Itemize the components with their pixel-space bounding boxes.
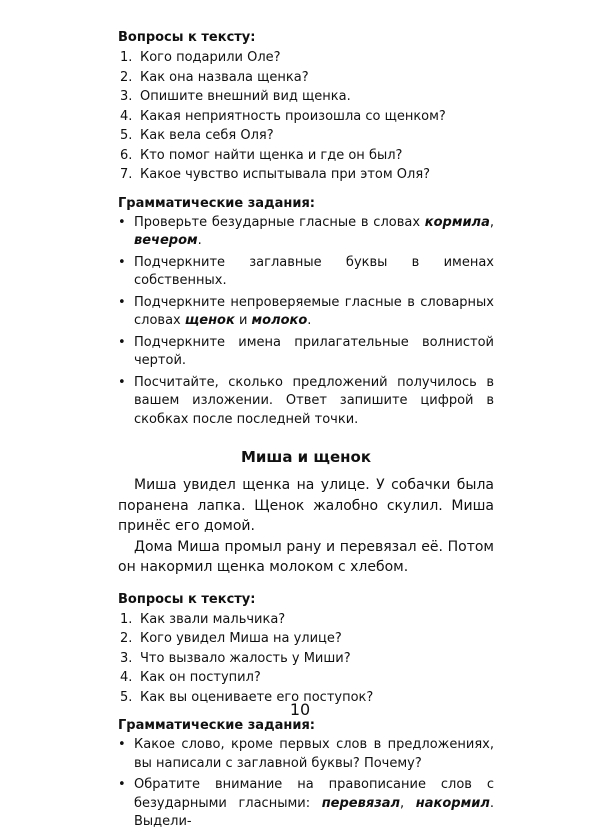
questions-heading-1: Вопросы к тексту:: [118, 30, 256, 45]
story-title: Миша и щенок: [240, 448, 372, 466]
grammar-heading-2: Грамматические задания:: [118, 718, 315, 733]
grammar-text: Подчеркните заглавные буквы в именах собственных.: [134, 254, 494, 288]
grammar-item: [118, 214, 494, 251]
grammar-heading-1: Грамматические задания:: [118, 195, 315, 211]
question-number: 3.: [120, 89, 133, 104]
question-number: 5.: [120, 128, 133, 143]
questions-list-2: [118, 610, 494, 708]
question-number: 4.: [120, 670, 133, 685]
question-text: Как он поступил?: [140, 670, 261, 685]
question-number: 7.: [120, 167, 133, 182]
grammar-text: Подчеркните имена прилагательные волнистой чертой.: [134, 334, 494, 368]
question-item: [118, 146, 494, 166]
grammar-item: [118, 776, 494, 832]
grammar-text: .: [307, 313, 312, 328]
question-item: [118, 68, 494, 88]
question-item: [118, 165, 494, 185]
emphasized-word: вечером: [134, 233, 198, 248]
question-item: [118, 48, 494, 68]
question-text: Кого подарили Оле?: [140, 50, 281, 65]
grammar-text: ,: [400, 795, 416, 811]
question-text: Как вела себя Оля?: [140, 128, 274, 143]
grammar-list-2: [118, 736, 494, 832]
bullet-icon: •: [118, 254, 126, 270]
bullet-icon: •: [118, 214, 126, 230]
grammar-text: ,: [489, 214, 494, 230]
question-item: [118, 87, 494, 107]
bullet-icon: •: [118, 777, 126, 792]
emphasized-word: кормила: [424, 214, 490, 230]
grammar-text: и: [234, 313, 252, 328]
question-number: 3.: [120, 650, 133, 666]
grammar-list-1: [118, 214, 494, 430]
grammar-text: .: [197, 233, 202, 248]
question-number: 4.: [120, 108, 133, 124]
question-item: [118, 629, 494, 649]
question-number: 1.: [120, 50, 133, 65]
grammar-item: [118, 294, 494, 331]
grammar-text: Проверьте безударные гласные в словах: [134, 214, 425, 230]
grammar-text: . Выдели-: [134, 795, 494, 829]
grammar-item: [118, 334, 494, 371]
question-text: Опишите внешний вид щенка.: [140, 89, 351, 104]
question-number: 5.: [120, 689, 133, 705]
grammar-item: [118, 736, 494, 773]
question-text: Кого увидел Миша на улице?: [140, 631, 342, 646]
question-text: Что вызвало жалость у Миши?: [140, 650, 351, 666]
question-text: Кто помог найти щенка и где он был?: [140, 147, 403, 163]
question-item: [118, 610, 494, 630]
question-text: Как она назвала щенка?: [140, 69, 309, 85]
bullet-icon: •: [118, 374, 126, 390]
grammar-item: [118, 374, 494, 430]
story-paragraph: Миша увидел щенка на улице. У собачки была поранена лапка. Щенок жалобно скулил. Миша принёс его домой.: [118, 477, 494, 534]
question-item: [118, 668, 494, 688]
grammar-text: Посчитайте, сколько предложений получилось в вашем изложении. Ответ запишите цифрой в скобках после последней точки.: [134, 374, 494, 427]
question-item: [118, 107, 494, 127]
question-text: Какое чувство испытывала при этом Оля?: [140, 167, 431, 182]
emphasized-word: накормил: [415, 795, 490, 811]
bullet-icon: •: [118, 737, 126, 752]
question-item: [118, 649, 494, 669]
question-number: 2.: [120, 69, 133, 85]
grammar-text: Обратите внимание на правописание слов с безударными гласными:: [134, 777, 494, 811]
question-item: [118, 126, 494, 146]
question-text: Как звали мальчика?: [140, 611, 286, 627]
emphasized-word: щенок: [184, 313, 235, 328]
question-text: Какая неприятность произошла со щенком?: [140, 108, 446, 124]
grammar-text: Подчеркните непроверяемые гласные в словарных словах: [134, 294, 494, 328]
story-paragraph: Дома Миша промыл рану и перевязал её. Потом он накормил щенка молоком с хлебом.: [118, 538, 494, 575]
question-number: 2.: [120, 631, 133, 646]
grammar-text: Какое слово, кроме первых слов в предложениях, вы написали с заглавной буквы? Почему?: [134, 737, 494, 771]
emphasized-word: перевязал: [321, 795, 401, 811]
emphasized-word: молоко: [251, 313, 308, 328]
question-number: 1.: [120, 611, 133, 627]
grammar-item: [118, 254, 494, 291]
bullet-icon: •: [118, 294, 126, 310]
page-number: 10: [289, 700, 311, 719]
questions-heading-2: Вопросы к тексту:: [118, 591, 256, 607]
question-text: Как вы оцениваете его поступок?: [140, 689, 374, 705]
question-number: 6.: [120, 147, 133, 163]
questions-list-1: [118, 48, 494, 185]
bullet-icon: •: [118, 334, 126, 350]
